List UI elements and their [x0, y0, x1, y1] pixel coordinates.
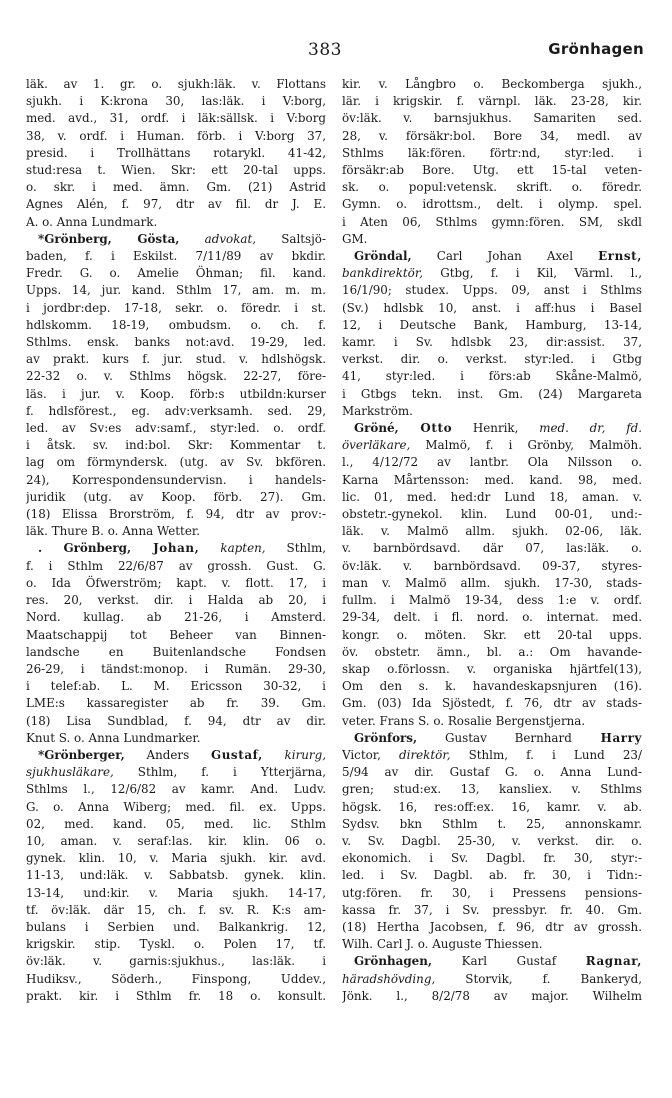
- text-line: f. hdlsförest., eg. adv:verksamh. sed. 29,: [26, 403, 326, 418]
- text-line: o. skr. i med. ämn. Gm. (21) Astrid: [26, 180, 326, 195]
- entry-heading-line: [342, 420, 642, 437]
- text-line: led. i Sv. Dagbl. ab. fr. 30, i Tidn:-: [342, 868, 642, 883]
- text-line: hdlskomm. 18-19, ombudsm. o. ch. f.: [26, 317, 326, 332]
- text-line: 26-29, i tändst:monop. i Rumän. 29-30,: [26, 661, 326, 676]
- text-line: sjukh. i K:krona 30, las:läk. i V:borg,: [26, 94, 326, 109]
- text-line: 13-14, und:kir. v. Maria sjukh. 14-17,: [26, 885, 326, 900]
- entry-marker: .: [38, 541, 64, 556]
- entry-marker: *: [38, 747, 45, 762]
- text-line: 11-13, und:läk. v. Sabbatsb. gynek. klin.: [26, 868, 326, 883]
- entry-forenames: Carl Johan Axel: [411, 249, 599, 264]
- text-line: av prakt. kurs f. jur. stud. v. hdlshögsk.: [26, 352, 326, 367]
- entry-title: sjukhusläkare,: [26, 765, 114, 780]
- text-line: Fredr. G. o. Amelie Öhman; fil. kand.: [26, 266, 326, 281]
- text-line: Om den s. k. havandeskapsnjuren (16).: [342, 679, 642, 694]
- entry-title: advokat,: [179, 231, 257, 246]
- entry-forenames: Karl Gustaf: [432, 954, 586, 969]
- text-line: l., 4/12/72 av lantbr. Ola Nilsson o.: [342, 455, 642, 470]
- entry-text: Gtbg, f. i Kil, Värml. l.,: [423, 266, 642, 281]
- text-line: lag om förmyndersk. (utg. av Sv. bkfören.: [26, 455, 326, 470]
- entry-forenames: Anders: [124, 747, 211, 762]
- text-line: i telef:ab. L. M. Ericsson 30-32, i: [26, 679, 326, 694]
- text-line: högsk. 16, res:off:ex. 16, kamr. v. ab.: [342, 799, 642, 814]
- text-line: landsche en Buitenlandsche Fondsen: [26, 644, 326, 659]
- text-line: ekonomich. i Sv. Dagbl. fr. 30, styr:-: [342, 851, 642, 866]
- text-line: krigskir. stip. Tyskl. o. Polen 17, tf.: [26, 937, 326, 952]
- entry-text: Storvik, f. Bankeryd,: [435, 971, 642, 986]
- text-line: v. Sv. Dagbl. 25-30, v. verkst. dir. o.: [342, 833, 642, 848]
- entry-text: Victor,: [342, 747, 400, 762]
- text-line: sk. o. popul:vetensk. skrift. o. föredr.: [342, 180, 642, 195]
- text-line: (18) Elissa Brorström, f. 94, dtr av prov:-: [26, 507, 326, 522]
- entry-given-name: Otto: [398, 421, 453, 436]
- text-line: gren; stud:ex. 13, kansliex. v. Sthlms: [342, 782, 642, 797]
- page-header: [0, 40, 672, 64]
- text-line: tf. öv:läk. där 15, ch. f. sv. R. K:s am-: [26, 902, 326, 917]
- text-line: i jordbr:dep. 17-18, sekr. o. föredr. i st.: [26, 300, 326, 315]
- text-line: stud:resa t. Wien. Skr: ett 20-tal upps.: [26, 163, 326, 178]
- text-line: Jönk. l., 8/2/78 av major. Wilhelm: [342, 988, 642, 1003]
- entry-given-name: Harry: [571, 730, 642, 745]
- text-line: Gm. (03) Ida Sjöstedt, f. 76, dtr av stads-: [342, 696, 642, 711]
- text-line: man v. Malmö allm. sjukh. 17-30, stads-: [342, 575, 642, 590]
- text-line: 12, i Deutsche Bank, Hamburg, 13-14,: [342, 317, 642, 332]
- entry-given-name: Ragnar,: [585, 954, 642, 969]
- entry-given-name: Gustaf,: [210, 747, 263, 762]
- text-line: Wilh. Carl J. o. Auguste Thiessen.: [342, 937, 543, 952]
- entry-surname: Grönberger,: [44, 747, 125, 762]
- entry-heading-line: [342, 248, 642, 265]
- text-line: veter. Frans S. o. Rosalie Bergenstjerna.: [342, 713, 586, 728]
- entry-forenames: Gustav Bernhard: [417, 730, 572, 745]
- text-line: 41, styr:led. i förs:ab Skåne-Malmö,: [342, 369, 642, 384]
- entry-text: Malmö, f. i Grönby, Malmöh.: [410, 438, 642, 453]
- text-line: Sydsv. bkn Sthlm t. 25, annonskamr.: [342, 816, 642, 831]
- text-line: [342, 437, 642, 454]
- entry-title: bankdirektör,: [342, 266, 423, 281]
- text-line: Sthlms. ensk. banks not:avd. 19-29, led.: [26, 335, 326, 350]
- entry-surname: Grönberg,: [63, 541, 132, 556]
- text-line: försäkr:ab Bore. Utg. ett 15-tal veten-: [342, 163, 642, 178]
- text-line: f. i Sthlm 22/6/87 av grossh. Gust. G.: [26, 558, 326, 573]
- text-line: G. o. Anna Wiberg; med. fil. ex. Upps.: [26, 799, 326, 814]
- entry-title: kapten,: [199, 541, 266, 556]
- text-line: utg:fören. fr. 30, i Pressens pensions-: [342, 885, 642, 900]
- text-line: i Aten 06, Sthlms gymn:fören. SM, skdl: [342, 214, 642, 229]
- text-line: Sthlms läk:fören. förtr:nd, styr:led. i: [342, 145, 642, 160]
- entry-text: Saltsjö-: [256, 231, 326, 246]
- entry-title: häradshövding,: [342, 971, 436, 986]
- text-line: (18) Lisa Sundblad, f. 94, dtr av dir.: [26, 713, 326, 728]
- text-line: [342, 265, 642, 282]
- text-line: [342, 747, 642, 764]
- entry-title: kirurg,: [262, 747, 326, 762]
- text-line: Nord. kullag. ab 21-26, i Amsterd.: [26, 610, 326, 625]
- text-line: 16/1/90; studex. Upps. 09, anst i Sthlms: [342, 283, 642, 298]
- left-column: [26, 76, 326, 1005]
- entry-heading-line: [26, 540, 326, 557]
- entry-heading-line: [342, 953, 642, 970]
- text-line: 02, med. kand. 05, med. lic. Sthlm: [26, 816, 326, 831]
- text-line: 29-34, delt. i fl. nord. o. internat. med.: [342, 610, 642, 625]
- text-line: presid. i Trollhättans rotarykl. 41-42,: [26, 145, 326, 160]
- entry-given-name: Johan,: [131, 541, 200, 556]
- text-line: i åtsk. sv. ind:bol. Skr: Kommentar t.: [26, 438, 326, 453]
- text-line: kongr. o. möten. Skr. ett 20-tal upps.: [342, 627, 642, 642]
- text-line: 5/94 av dir. Gustaf G. o. Anna Lund-: [342, 765, 642, 780]
- text-line: kassa fr. 37, i Sv. pressbyr. fr. 40. Gm.: [342, 902, 642, 917]
- text-line: skap o.förlossn. v. organiska hjärtfel(13),: [342, 661, 642, 676]
- text-line: Karna Mårtensson: med. kand. 98, med.: [342, 472, 642, 487]
- text-line: kir. v. Långbro o. Beckomberga sjukh.,: [342, 77, 642, 91]
- entry-text: Sthlm,: [265, 541, 326, 556]
- text-line: i Gtbgs tekn. inst. Gm. (24) Margareta: [342, 386, 642, 401]
- text-line: Hudiksv., Söderh., Finspong, Uddev.,: [26, 971, 326, 986]
- text-line: 28, v. försäkr:bol. Bore 34, medl. av: [342, 128, 642, 143]
- text-line: gynek. klin. 10, v. Maria sjukh. kir. avd.: [26, 851, 326, 866]
- text-line: 24), Korrespondensundervisn. i handels-: [26, 472, 326, 487]
- text-line: (18) Hertha Jacobsen, f. 96, dtr av grossh.: [342, 919, 642, 934]
- text-line: Upps. 14, jur. kand. Sthlm 17, am. m. m.: [26, 283, 326, 298]
- entry-surname: Grönhagen,: [354, 954, 433, 969]
- entry-surname: Grönfors,: [354, 730, 418, 745]
- text-line: Markström.: [342, 403, 413, 418]
- right-column: [342, 76, 642, 1005]
- text-line: [26, 764, 326, 781]
- entry-surname: Gröné,: [354, 421, 399, 436]
- text-line: 10, aman. v. seraf:las. kir. klin. 06 o.: [26, 833, 326, 848]
- text-line: obstetr.-gynekol. klin. Lund 00-01, und:-: [342, 507, 642, 522]
- entry-marker: *: [38, 231, 45, 246]
- text-line: v. barnbördsavd. där 07, las:läk. o.: [342, 541, 642, 556]
- text-line: läk. av 1. gr. o. sjukh:läk. v. Flottans: [26, 77, 326, 91]
- text-line: Knut S. o. Anna Lundmarker.: [26, 730, 201, 745]
- entry-title: med. dr, fd.: [518, 421, 642, 436]
- text-line: Maatschappij tot Beheer van Binnen-: [26, 627, 326, 642]
- text-line: öv:läk. v. barnbördsavd. 09-37, styres-: [342, 558, 642, 573]
- text-line: prakt. kir. i Sthlm fr. 18 o. konsult.: [26, 988, 326, 1003]
- text-line: bulans i Serbien und. Balkankrig. 12,: [26, 919, 326, 934]
- text-line: [342, 971, 642, 988]
- text-line: Sthlms l., 12/6/82 av kamr. And. Ludv.: [26, 782, 326, 797]
- page-number: 383: [308, 40, 342, 60]
- text-line: 22-32 o. v. Sthlms högsk. 22-27, före-: [26, 369, 326, 384]
- entry-heading-line: [26, 231, 326, 248]
- entry-surname: Gröndal,: [354, 249, 412, 264]
- text-line: led. av Sv:es adv:samf., styr:led. o. ordf.: [26, 421, 326, 436]
- text-line: öv. obstetr. ämn., bl. a.: Om havande-: [342, 644, 642, 659]
- entry-title: överläkare,: [342, 438, 411, 453]
- text-line: öv:läk. v. barnsjukhus. Samariten sed.: [342, 111, 642, 126]
- text-line: lic. 01, med. hed:dr Lund 18, aman. v.: [342, 489, 642, 504]
- entry-given-name: Ernst,: [598, 249, 642, 264]
- text-line: kamr. i Sv. hdlsbk 23, dir:assist. 37,: [342, 335, 642, 350]
- entry-surname: Grönberg, Gösta,: [44, 231, 180, 246]
- text-line: o. Ida Öfwerström; kapt. v. flott. 17, i: [26, 575, 326, 590]
- text-line: LME:s kassaregister ab fr. 39. Gm.: [26, 696, 326, 711]
- entry-heading-line: [26, 747, 326, 764]
- text-line: öv:läk. v. garnis:sjukhus., las:läk. i: [26, 954, 326, 969]
- text-line: lär. i krigskir. f. värnpl. läk. 23-28, kir.: [342, 94, 642, 109]
- text-line: med. avd., 31, ordf. i läk:sällsk. i V:borg: [26, 111, 326, 126]
- text-line: (Sv.) hdlsbk 10, anst. i aff:hus i Basel: [342, 300, 642, 315]
- text-line: fullm. i Malmö 19-34, dess 1:e v. ordf.: [342, 593, 642, 608]
- text-line: A. o. Anna Lundmark.: [26, 214, 158, 229]
- entry-forenames: Henrik,: [452, 421, 519, 436]
- text-line: Agnes Alén, f. 97, dtr av fil. dr J. E.: [26, 197, 326, 212]
- text-line: verkst. dir. o. verkst. styr:led. i Gtbg: [342, 352, 642, 367]
- text-line: Gymn. o. idrottsm., delt. i olymp. spel.: [342, 197, 642, 212]
- entry-text: Sthlm, f. i Ytterjärna,: [113, 765, 326, 780]
- text-line: läs. i jur. v. Koop. förb:s utbildn:kurser: [26, 386, 326, 401]
- text-line: juridik (utg. av Koop. förb. 27). Gm.: [26, 489, 326, 504]
- entry-text: Sthlm, f. i Lund 23/: [450, 747, 642, 762]
- text-line: läk. v. Malmö allm. sjukh. 02-06, läk.: [342, 524, 642, 539]
- text-line: GM.: [342, 231, 368, 246]
- running-head: Grönhagen: [548, 40, 644, 58]
- entry-title: direktör,: [399, 747, 451, 762]
- text-line: baden, f. i Eskilst. 7/11/89 av bkdir.: [26, 249, 326, 264]
- text-line: 38, v. ordf. i Human. förb. i V:borg 37,: [26, 128, 326, 143]
- text-line: res. 20, verkst. dir. i Halda ab 20, i: [26, 593, 326, 608]
- entry-heading-line: [342, 730, 642, 747]
- text-line: läk. Thure B. o. Anna Wetter.: [26, 524, 201, 539]
